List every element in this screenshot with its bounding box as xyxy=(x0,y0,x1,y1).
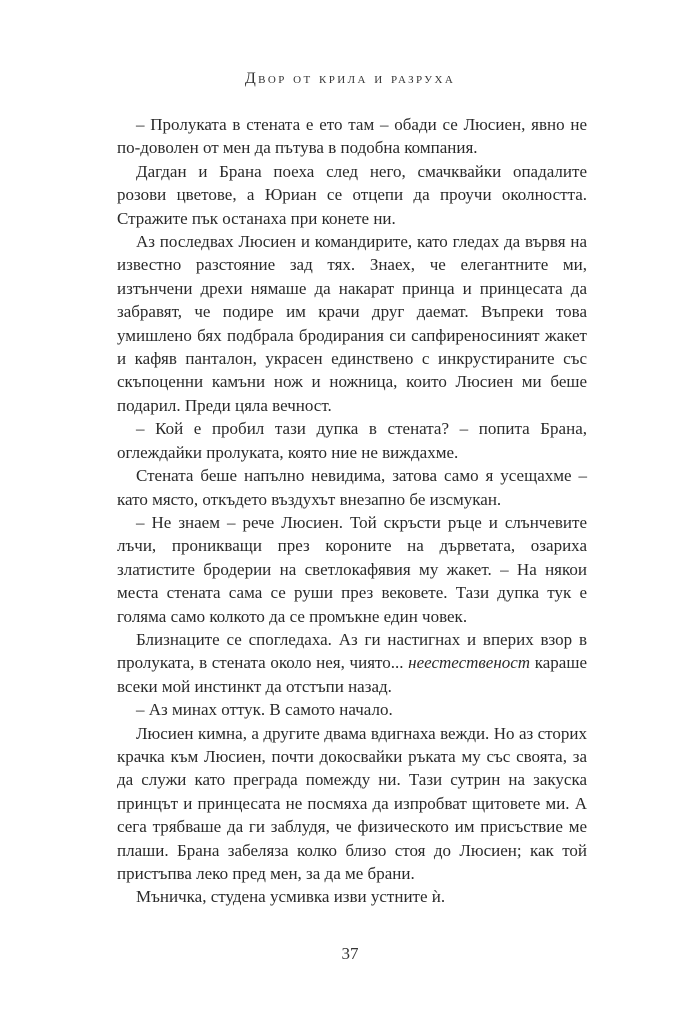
paragraph: – Пролуката в стената е ето там – обади се Люсиен, явно не по-доволен от мен да пътува в подобна компания. xyxy=(117,115,587,158)
paragraph: Аз последвах Люсиен и командирите, като гледах да вървя на известно разстояние зад тях. Знаех, че елегантните ми, изтънчени дрехи нямаше да накарат принца и принцесата да забравят, че подире им крачи друг даемат. Въпреки това умишлено бях подбрала бродирания си сапфиреносиният жакет и кафяв панталон, украсен единствено с инкрустираните със скъпоценни камъни нож и ножница, които Люсиен ми беше подарил. Преди цяла вечност. xyxy=(117,232,587,415)
emphasized-word: неестественост xyxy=(408,653,531,673)
body-text xyxy=(117,113,587,909)
paragraph: – Аз минах оттук. В самото начало. xyxy=(136,700,393,720)
paragraph xyxy=(117,628,587,698)
paragraph-text: Близнаците се спогледаха. Аз ги настигнах и вперих взор в пролуката, в стената около нея, чиято... xyxy=(117,629,587,673)
paragraph: Мъничка, студена усмивка изви устните ѝ. xyxy=(136,887,446,907)
running-head: Двор от крила и разруха xyxy=(244,70,456,87)
paragraph-text: караше всеки мой инстинкт да отстъпи назад. xyxy=(117,653,587,696)
page-number: 37 xyxy=(341,944,359,963)
paragraph: Дагдан и Брана поеха след него, смачквайки опадалите розови цветове, а Юриан се отцепи да проучи околността. Стражите пък останаха при конете ни. xyxy=(117,161,587,228)
paragraph: – Не знаем – рече Люсиен. Той скръсти ръце и слънчевите лъчи, проникващи през короните на дърветата, озариха златистите бродерии на светлокафявия му жакет. – На някои места стената сама се руши през вековете. Тази дупка тук е голяма само колкото да се промъкне един човек. xyxy=(117,512,587,626)
paragraph: Стената беше напълно невидима, затова само я усещахме – като място, откъдето въздухът внезапно бе изсмукан. xyxy=(117,466,587,509)
paragraph: – Кой е пробил тази дупка в стената? – попита Брана, оглеждайки пролуката, която ние не виждахме. xyxy=(117,419,587,462)
paragraph: Люсиен кимна, а другите двама вдигнаха вежди. Но аз сторих крачка към Люсиен, почти докосвайки ръката му със своята, за да служи като преграда помежду ни. Тази сутрин на закуска принцът и принцесата не посмяха да изпробват щитовете ми. А сега трябваше да ги заблудя, че физическото им присъствие ме плаши. Брана забеляза колко близо стоя до Люсиен; как той пристъпва леко пред мен, за да ме брани. xyxy=(117,723,587,883)
